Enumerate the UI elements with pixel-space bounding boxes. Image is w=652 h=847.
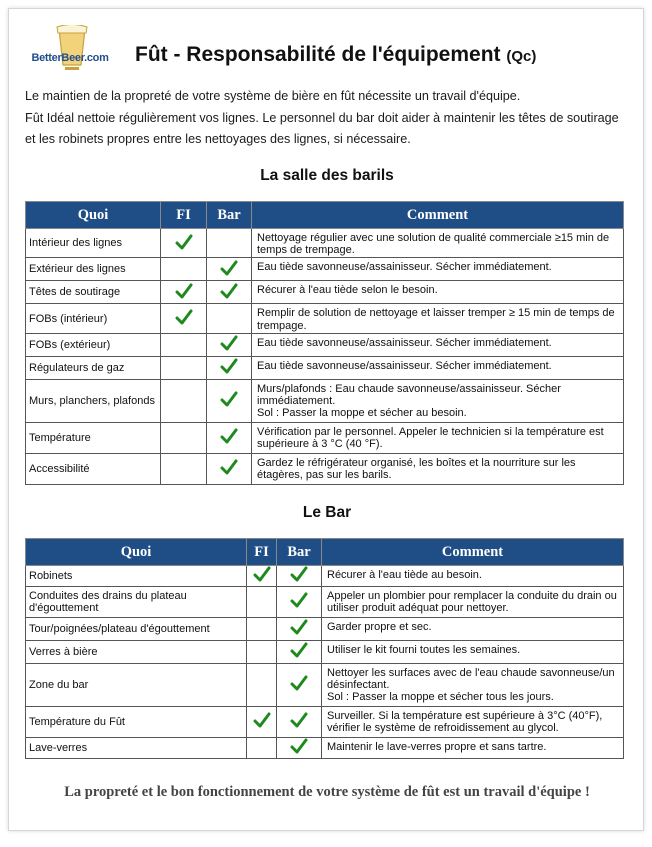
checkmark-icon [220, 290, 238, 302]
table-row [26, 422, 624, 453]
page-title [135, 43, 536, 67]
row-comment: Maintenir le lave-verres propre et sans tartre. [322, 738, 624, 759]
row-what: Verres à bière [26, 641, 247, 664]
row-fi-cell [161, 304, 207, 333]
row-what: FOBs (intérieur) [26, 304, 161, 333]
row-bar-cell [207, 379, 252, 422]
checkmark-icon [220, 342, 238, 354]
col-header-comment: Comment [322, 539, 624, 566]
row-what: Lave-verres [26, 738, 247, 759]
row-bar-cell [207, 356, 252, 379]
row-what: Accessibilité [26, 453, 161, 484]
table-row [26, 453, 624, 484]
row-fi-cell [161, 281, 207, 304]
row-fi-cell [247, 618, 277, 641]
row-fi-cell [247, 664, 277, 707]
checkmark-icon [220, 267, 238, 279]
checkmark-icon [175, 316, 193, 328]
row-comment: Gardez le réfrigérateur organisé, les boîtes et la nourriture sur les étagères, pas sur les barils. [252, 453, 624, 484]
row-bar-cell [207, 333, 252, 356]
row-fi-cell [161, 258, 207, 281]
row-comment: Nettoyer les surfaces avec de l'eau chaude savonneuse/un désinfectant. Sol : Passer la moppe et sécher tous les jours. [322, 664, 624, 707]
row-bar-cell [277, 566, 322, 587]
table-row [26, 379, 624, 422]
table-row [26, 587, 624, 618]
row-bar-cell [207, 453, 252, 484]
row-fi-cell [247, 587, 277, 618]
table-row [26, 641, 624, 664]
row-fi-cell [247, 641, 277, 664]
row-fi-cell [161, 422, 207, 453]
col-header-fi: FI [247, 539, 277, 566]
row-comment: Récurer à l'eau tiède au besoin. [322, 566, 624, 587]
row-comment: Eau tiède savonneuse/assainisseur. Sécher immédiatement. [252, 333, 624, 356]
row-comment: Récurer à l'eau tiède selon le besoin. [252, 281, 624, 304]
intro-text [25, 86, 625, 151]
checkmark-icon [253, 719, 271, 731]
section-heading-keg-room: La salle des barils [260, 167, 394, 184]
checkmark-icon [220, 365, 238, 377]
logo-text: BetterBeer.com [31, 52, 109, 64]
checkmark-icon [175, 241, 193, 253]
row-what: Têtes de soutirage [26, 281, 161, 304]
col-header-quoi: Quoi [26, 202, 161, 229]
row-what: Robinets [26, 566, 247, 587]
row-bar-cell [277, 641, 322, 664]
table-row [26, 707, 624, 738]
table-row [26, 304, 624, 333]
row-comment: Garder propre et sec. [322, 618, 624, 641]
row-comment: Vérification par le personnel. Appeler le technicien si la température est supérieure à 3 °C (40 °F). [252, 422, 624, 453]
col-header-comment: Comment [252, 202, 624, 229]
col-header-bar: Bar [277, 539, 322, 566]
row-what: Murs, planchers, plafonds [26, 379, 161, 422]
col-header-fi: FI [161, 202, 207, 229]
row-bar-cell [277, 618, 322, 641]
betterbeer-logo [27, 25, 117, 83]
intro-line-2: Fût Idéal nettoie régulièrement vos lignes. Le personnel du bar doit aider à maintenir les têtes de soutirage et les robinets propres entre les nettoyages des lignes, si nécessaire. [25, 110, 619, 146]
title-main: Fût - Responsabilité de l'équipement [135, 43, 501, 66]
checkmark-icon [290, 573, 308, 585]
row-comment: Eau tiède savonneuse/assainisseur. Sécher immédiatement. [252, 258, 624, 281]
row-comment: Murs/plafonds : Eau chaude savonneuse/assainisseur. Sécher immédiatement. Sol : Passer la moppe et sécher au besoin. [252, 379, 624, 422]
row-bar-cell [207, 229, 252, 258]
row-fi-cell [161, 333, 207, 356]
row-bar-cell [277, 707, 322, 738]
checkmark-icon [290, 745, 308, 757]
table-row [26, 664, 624, 707]
checkmark-icon [290, 599, 308, 611]
table-row [26, 333, 624, 356]
checkmark-icon [290, 626, 308, 638]
section-heading-bar: Le Bar [302, 504, 352, 521]
table-row [26, 229, 624, 258]
bar-table [25, 538, 624, 759]
checkmark-icon [220, 435, 238, 447]
row-comment: Eau tiède savonneuse/assainisseur. Sécher immédiatement. [252, 356, 624, 379]
row-comment: Nettoyage régulier avec une solution de qualité commerciale ≥15 min de temps de trempage. [252, 229, 624, 258]
table-row [26, 281, 624, 304]
row-what: Extérieur des lignes [26, 258, 161, 281]
table-row [26, 258, 624, 281]
table-header-row [26, 539, 624, 566]
row-what: FOBs (extérieur) [26, 333, 161, 356]
checkmark-icon [175, 290, 193, 302]
row-bar-cell [207, 281, 252, 304]
checkmark-icon [253, 573, 271, 585]
row-what: Intérieur des lignes [26, 229, 161, 258]
checkmark-icon [290, 682, 308, 694]
row-bar-cell [207, 304, 252, 333]
intro-line-1: Le maintien de la propreté de votre système de bière en fût nécessite un travail d'équipe. [25, 89, 521, 103]
row-fi-cell [247, 738, 277, 759]
col-header-quoi: Quoi [26, 539, 247, 566]
row-bar-cell [277, 664, 322, 707]
row-what: Tour/poignées/plateau d'égouttement [26, 618, 247, 641]
row-fi-cell [161, 453, 207, 484]
table-header-row [26, 202, 624, 229]
row-bar-cell [207, 422, 252, 453]
row-what: Zone du bar [26, 664, 247, 707]
row-comment: Utiliser le kit fourni toutes les semaines. [322, 641, 624, 664]
table-row [26, 356, 624, 379]
row-what: Température du Fût [26, 707, 247, 738]
keg-room-table [25, 201, 624, 485]
document-page [8, 8, 644, 831]
checkmark-icon [290, 719, 308, 731]
table-row [26, 566, 624, 587]
row-fi-cell [161, 229, 207, 258]
row-what: Conduites des drains du plateau d'égouttement [26, 587, 247, 618]
table-row [26, 738, 624, 759]
table-row [26, 618, 624, 641]
row-what: Régulateurs de gaz [26, 356, 161, 379]
row-comment: Surveiller. Si la température est supérieure à 3°C (40°F), vérifier le système de refroidissement au glycol. [322, 707, 624, 738]
row-what: Température [26, 422, 161, 453]
title-suffix: (Qc) [506, 48, 537, 65]
row-fi-cell [247, 707, 277, 738]
row-fi-cell [161, 356, 207, 379]
row-bar-cell [207, 258, 252, 281]
row-comment: Appeler un plombier pour remplacer la conduite du drain ou utiliser produit adéquat pour nettoyer. [322, 587, 624, 618]
row-bar-cell [277, 587, 322, 618]
row-comment: Remplir de solution de nettoyage et laisser tremper ≥ 15 min de temps de trempage. [252, 304, 624, 333]
row-fi-cell [247, 566, 277, 587]
checkmark-icon [290, 649, 308, 661]
row-fi-cell [161, 379, 207, 422]
row-bar-cell [277, 738, 322, 759]
checkmark-icon [220, 398, 238, 410]
footer-note: La propreté et le bon fonctionnement de votre système de fût est un travail d'équipe ! [64, 784, 590, 800]
checkmark-icon [220, 466, 238, 478]
col-header-bar: Bar [207, 202, 252, 229]
